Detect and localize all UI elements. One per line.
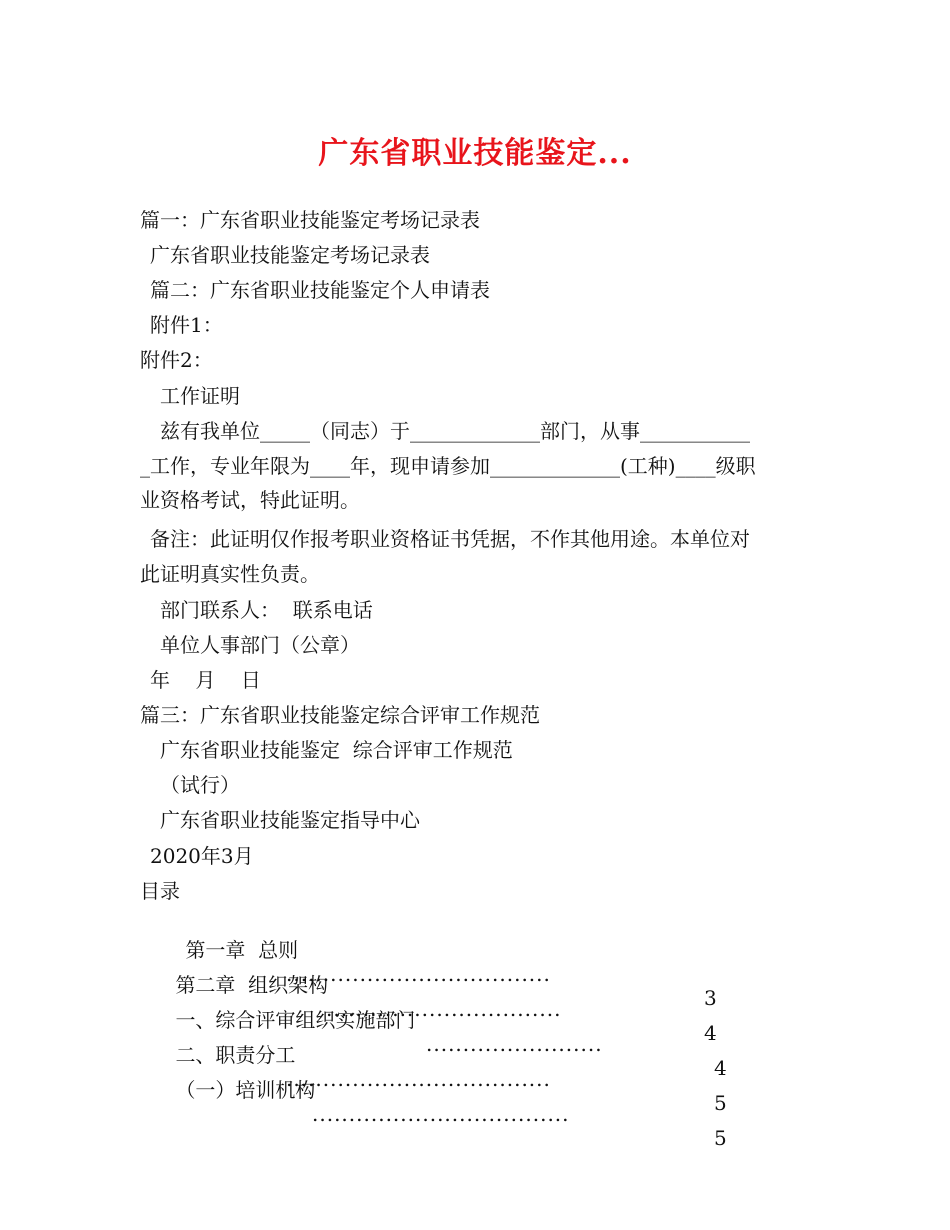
toc-page-number: 5 — [714, 1091, 727, 1115]
toc-leader: ................................... — [312, 1102, 570, 1126]
section-heading-2: 篇二：广东省职业技能鉴定个人申请表 — [150, 278, 490, 302]
text-line: 工作证明 — [160, 384, 240, 408]
text-line: 部门联系人： 联系电话 — [160, 598, 373, 622]
text-line: 此证明真实性负责。 — [140, 562, 320, 586]
toc-entry-label: 二、职责分工 — [175, 1043, 296, 1067]
text-line: 业资格考试，特此证明。 — [140, 488, 360, 512]
toc-page-number: 4 — [714, 1056, 727, 1080]
text-line: 兹有我单位_____（同志）于_____________部门，从事___________ — [160, 419, 750, 443]
text-line: 广东省职业技能鉴定考场记录表 — [150, 243, 430, 267]
text-line: 附件1： — [150, 313, 223, 337]
text-line: 备注：此证明仅作报考职业资格证书凭据，不作其他用途。本单位对 — [150, 527, 750, 551]
text-line: （试行） — [160, 773, 240, 797]
text-line: 附件2： — [140, 348, 213, 372]
section-heading-1: 篇一：广东省职业技能鉴定考场记录表 — [140, 208, 480, 232]
toc-page-number: 4 — [704, 1021, 717, 1045]
toc-leader: ................................ — [326, 997, 562, 1021]
toc-entry-label: 一、综合评审组织实施部门 — [175, 1008, 416, 1032]
toc-entry — [150, 1054, 727, 1174]
text-line: 年 月 日 — [150, 668, 261, 692]
toc-leader: .................................... — [286, 1067, 551, 1091]
section-heading-3: 篇三：广东省职业技能鉴定综合评审工作规范 — [140, 703, 540, 727]
toc-leader: .................................... — [286, 962, 551, 986]
text-line: 单位人事部门（公章） — [160, 633, 360, 657]
text-line: 2020年3月 — [150, 844, 254, 868]
toc-entry-label: 第一章 总则 — [185, 938, 299, 962]
text-line: 广东省职业技能鉴定指导中心 — [160, 808, 420, 832]
text-line: 广东省职业技能鉴定 综合评审工作规范 — [160, 738, 513, 762]
toc-page-number: 5 — [714, 1126, 727, 1150]
toc-page-number: 3 — [704, 986, 717, 1010]
toc-leader: ........................ — [426, 1032, 603, 1056]
toc-entry-label: 第二章 组织架构 — [175, 973, 329, 997]
text-line: _工作，专业年限为____年，现申请参加_____________(工种)____级职 — [140, 454, 756, 478]
toc-heading: 目录 — [140, 879, 180, 903]
document-title: 广东省职业技能鉴定... — [318, 136, 632, 171]
toc-entry-label: （一）培训机构 — [175, 1078, 316, 1102]
